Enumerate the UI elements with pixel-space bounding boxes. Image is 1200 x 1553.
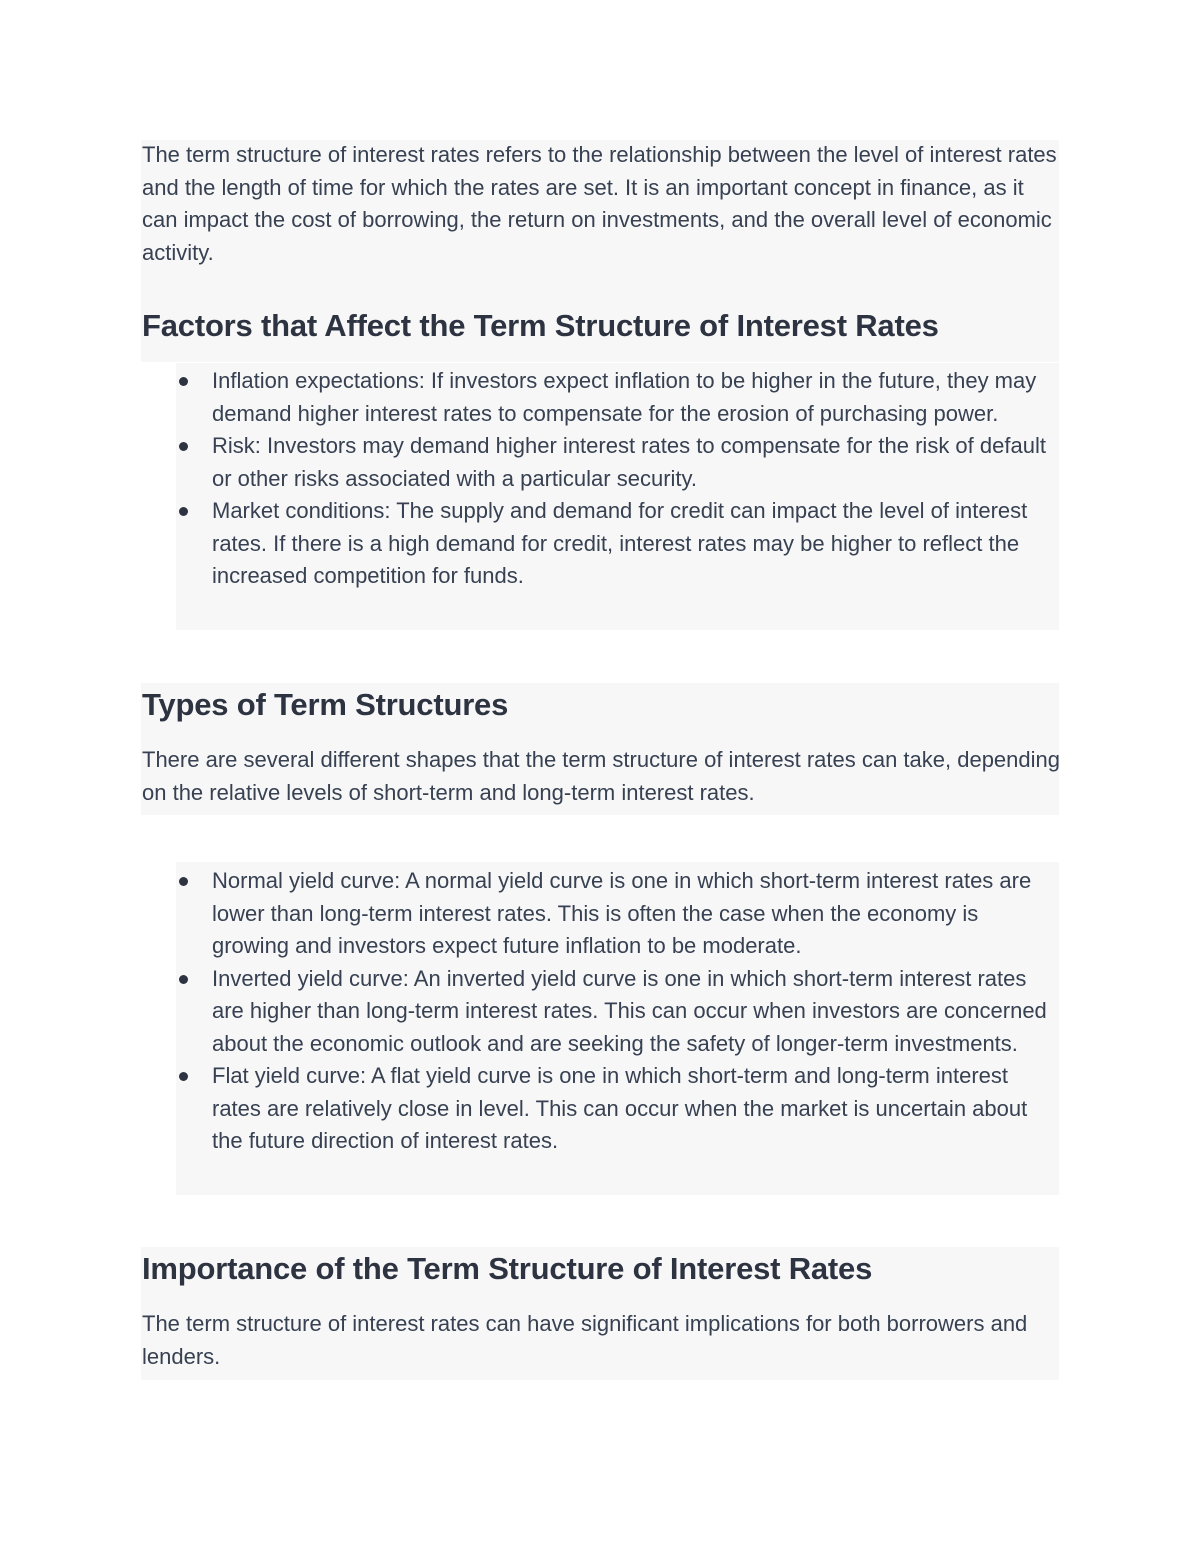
- factors-heading: Factors that Affect the Term Structure of Interest Rates: [142, 308, 939, 343]
- list-item-text: Normal yield curve: A normal yield curve is one in which short-term interest rates are lower than long-term interest rates. This is often the case when the economy is growing and investors expect future inflation to be moderate.: [212, 868, 1032, 958]
- list-item: [178, 1060, 1058, 1158]
- list-item: [178, 430, 1058, 495]
- list-item-text: Inflation expectations: If investors expect inflation to be higher in the future, they may demand higher interest rates to compensate for the erosion of purchasing power.: [212, 368, 1037, 426]
- bullet-icon: [179, 1072, 188, 1081]
- list-item: [178, 365, 1058, 430]
- intro-paragraph: The term structure of interest rates refers to the relationship between the level of interest rates and the length of time for which the rates are set. It is an important concept in finance, as it can impact the cost of borrowing, the return on investments, and the overall level of economic activity.: [142, 142, 1057, 265]
- bullet-icon: [179, 507, 188, 516]
- types-intro-paragraph: There are several different shapes that the term structure of interest rates can take, depending on the relative levels of short-term and long-term interest rates.: [142, 747, 1060, 805]
- importance-heading: Importance of the Term Structure of Interest Rates: [142, 1251, 873, 1286]
- list-item: [178, 495, 1058, 593]
- list-item: [178, 963, 1058, 1061]
- list-item-text: Risk: Investors may demand higher interest rates to compensate for the risk of default or other risks associated with a particular security.: [212, 433, 1046, 491]
- list-item-text: Inverted yield curve: An inverted yield curve is one in which short-term interest rates are higher than long-term interest rates. This can occur when investors are concerned about the economic outlook and are seeking the safety of longer-term investments.: [212, 965, 1047, 1056]
- bullet-icon: [179, 877, 188, 886]
- factors-list: [178, 365, 1058, 593]
- bullet-icon: [179, 975, 188, 984]
- bullet-icon: [179, 442, 188, 451]
- list-item-text: Flat yield curve: A flat yield curve is one in which short-term and long-term interest rates are relatively close in level. This can occur when the market is uncertain about the future direction of interest rates.: [212, 1063, 1028, 1153]
- list-item: [178, 865, 1058, 963]
- list-item-text: Market conditions: The supply and demand for credit can impact the level of interest rates. If there is a high demand for credit, interest rates may be higher to reflect the increased competition for funds.: [212, 498, 1028, 588]
- importance-paragraph: The term structure of interest rates can have significant implications for both borrowers and lenders.: [142, 1311, 1028, 1369]
- types-list: [178, 865, 1058, 1158]
- bullet-icon: [179, 377, 188, 386]
- types-heading: Types of Term Structures: [142, 687, 509, 722]
